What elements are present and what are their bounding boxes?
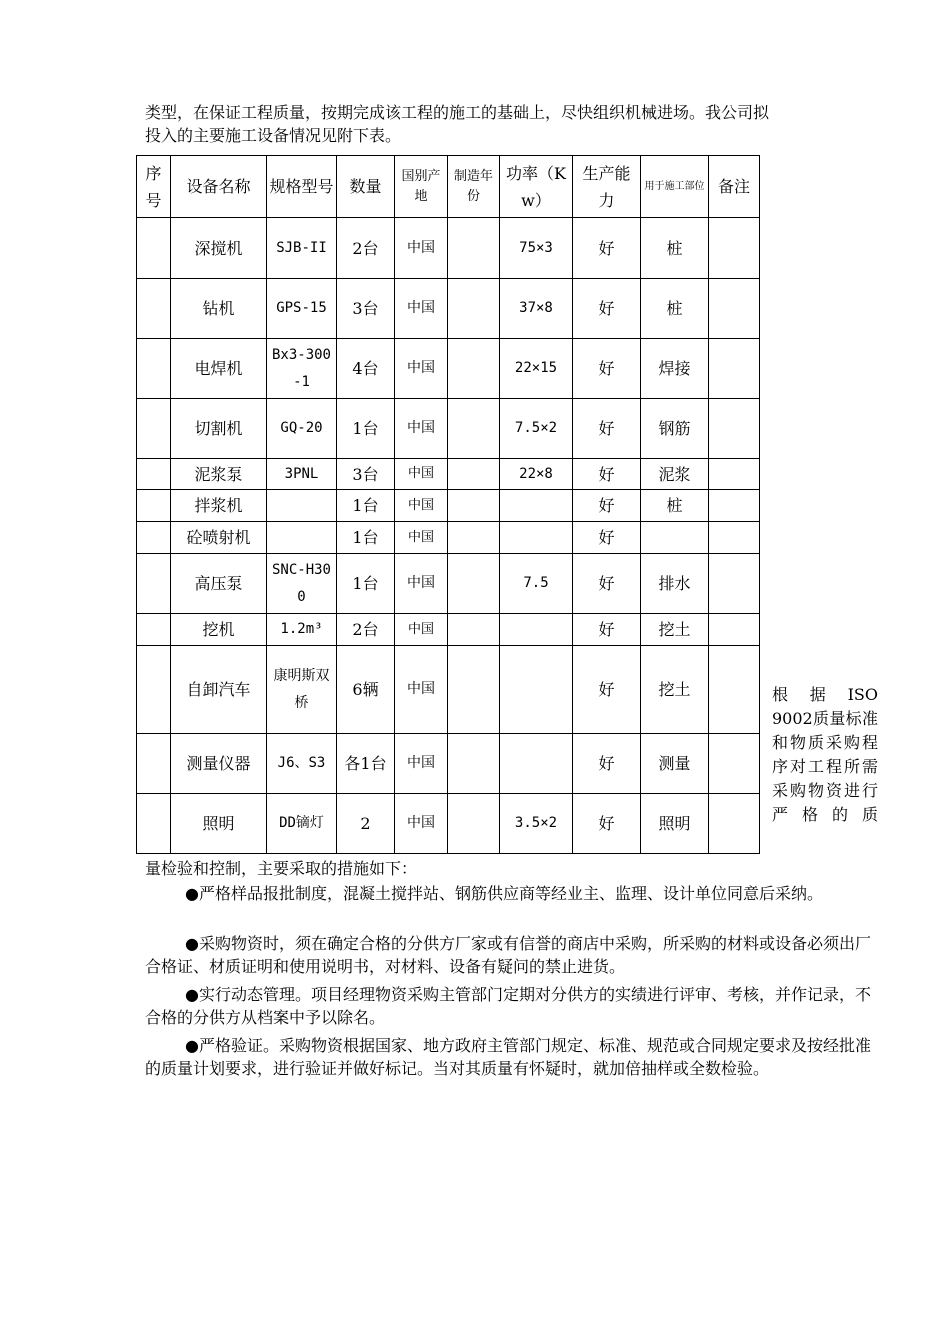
cell-qty: 1台 xyxy=(337,399,395,459)
cell-remark xyxy=(709,279,760,339)
cell-year xyxy=(448,459,500,490)
cell-qty: 1台 xyxy=(337,554,395,614)
cell-year xyxy=(448,794,500,854)
cell-name: 照明 xyxy=(171,794,267,854)
cell-usage: 钢筋 xyxy=(641,399,709,459)
cell-qty: 1台 xyxy=(337,490,395,522)
cell-seq xyxy=(137,490,171,522)
cell-qty: 2台 xyxy=(337,218,395,279)
table-row xyxy=(137,399,760,459)
cell-origin: 中国 xyxy=(395,339,448,399)
cell-seq xyxy=(137,522,171,554)
table-row xyxy=(137,339,760,399)
cell-seq xyxy=(137,459,171,490)
cell-capacity: 好 xyxy=(573,734,641,794)
header-cell: 备注 xyxy=(709,156,760,218)
continuation-text: 量检验和控制，主要采取的措施如下： xyxy=(145,859,418,878)
cell-model: 康明斯双桥 xyxy=(267,646,337,734)
cell-remark xyxy=(709,399,760,459)
header-cell: 数量 xyxy=(337,156,395,218)
cell-usage: 挖土 xyxy=(641,646,709,734)
table-row xyxy=(137,218,760,279)
bullet-dynamic-management: ●实行动态管理。项目经理物资采购主管部门定期对分供方的实绩进行评审、考核，并作记录，不合格的分供方从档案中予以除名。 xyxy=(145,985,871,1027)
cell-usage: 泥浆 xyxy=(641,459,709,490)
cell-power: 7.5×2 xyxy=(500,399,573,459)
cell-origin: 中国 xyxy=(395,218,448,279)
cell-usage: 测量 xyxy=(641,734,709,794)
cell-seq xyxy=(137,279,171,339)
cell-year xyxy=(448,399,500,459)
cell-capacity: 好 xyxy=(573,554,641,614)
table-row xyxy=(137,522,760,554)
bullet-verification: ●严格验证。采购物资根据国家、地方政府主管部门规定、标准、规范或合同规定要求及按经批准的质量计划要求，进行验证并做好标记。当对其质量有怀疑时，就加倍抽样或全数检验。 xyxy=(145,1036,871,1078)
cell-capacity: 好 xyxy=(573,614,641,646)
cell-qty: 1台 xyxy=(337,522,395,554)
header-cell: 设备名称 xyxy=(171,156,267,218)
cell-year xyxy=(448,490,500,522)
cell-origin: 中国 xyxy=(395,522,448,554)
cell-remark xyxy=(709,794,760,854)
cell-power: 75×3 xyxy=(500,218,573,279)
cell-usage: 焊接 xyxy=(641,339,709,399)
cell-usage: 排水 xyxy=(641,554,709,614)
cell-power xyxy=(500,734,573,794)
equipment-table xyxy=(136,155,760,854)
cell-power: 22×15 xyxy=(500,339,573,399)
cell-year xyxy=(448,554,500,614)
cell-power: 37×8 xyxy=(500,279,573,339)
cell-seq xyxy=(137,218,171,279)
cell-model xyxy=(267,490,337,522)
table-row xyxy=(137,490,760,522)
cell-year xyxy=(448,279,500,339)
cell-origin: 中国 xyxy=(395,279,448,339)
cell-power: 22×8 xyxy=(500,459,573,490)
cell-year xyxy=(448,614,500,646)
cell-year xyxy=(448,522,500,554)
cell-origin: 中国 xyxy=(395,399,448,459)
table-row xyxy=(137,279,760,339)
cell-model: SJB-II xyxy=(267,218,337,279)
cell-capacity: 好 xyxy=(573,490,641,522)
cell-name: 自卸汽车 xyxy=(171,646,267,734)
cell-origin: 中国 xyxy=(395,459,448,490)
cell-capacity: 好 xyxy=(573,399,641,459)
cell-origin: 中国 xyxy=(395,646,448,734)
table-row xyxy=(137,459,760,490)
cell-remark xyxy=(709,339,760,399)
cell-power xyxy=(500,646,573,734)
intro-paragraph xyxy=(145,101,880,147)
cell-model: SNC-H300 xyxy=(267,554,337,614)
cell-origin: 中国 xyxy=(395,794,448,854)
cell-capacity: 好 xyxy=(573,522,641,554)
cell-remark xyxy=(709,459,760,490)
cell-remark xyxy=(709,554,760,614)
header-cell: 制造年份 xyxy=(448,156,500,218)
cell-model: 1.2m³ xyxy=(267,614,337,646)
cell-name: 深搅机 xyxy=(171,218,267,279)
cell-capacity: 好 xyxy=(573,279,641,339)
intro-line-1: 类型，在保证工程质量，按期完成该工程的施工的基础上，尽快组织机械进场。我公司拟 xyxy=(145,103,770,122)
cell-model xyxy=(267,522,337,554)
cell-origin: 中国 xyxy=(395,490,448,522)
table-header-row xyxy=(137,156,760,218)
cell-model: GQ-20 xyxy=(267,399,337,459)
cell-usage: 挖土 xyxy=(641,614,709,646)
cell-qty: 2 xyxy=(337,794,395,854)
header-cell: 序号 xyxy=(137,156,171,218)
cell-power xyxy=(500,522,573,554)
cell-origin: 中国 xyxy=(395,554,448,614)
cell-usage: 桩 xyxy=(641,279,709,339)
header-cell: 生产能力 xyxy=(573,156,641,218)
cell-qty: 2台 xyxy=(337,614,395,646)
side-note: 根据ISO 9002质量标准和物质采购程序对工程所需采购物资进行严格的质 xyxy=(772,685,878,824)
cell-seq xyxy=(137,734,171,794)
cell-seq xyxy=(137,554,171,614)
table-row xyxy=(137,734,760,794)
cell-model: DD镝灯 xyxy=(267,794,337,854)
cell-seq xyxy=(137,339,171,399)
cell-capacity: 好 xyxy=(573,794,641,854)
cell-remark xyxy=(709,218,760,279)
cell-name: 切割机 xyxy=(171,399,267,459)
cell-year xyxy=(448,646,500,734)
table-row xyxy=(137,646,760,734)
cell-name: 泥浆泵 xyxy=(171,459,267,490)
cell-year xyxy=(448,339,500,399)
table-row xyxy=(137,554,760,614)
cell-usage: 照明 xyxy=(641,794,709,854)
cell-seq xyxy=(137,794,171,854)
header-cell: 规格型号 xyxy=(267,156,337,218)
cell-qty: 4台 xyxy=(337,339,395,399)
cell-model: 3PNL xyxy=(267,459,337,490)
cell-name: 拌浆机 xyxy=(171,490,267,522)
cell-name: 挖机 xyxy=(171,614,267,646)
header-cell: 功率（Kw） xyxy=(500,156,573,218)
cell-usage: 桩 xyxy=(641,218,709,279)
table-row xyxy=(137,794,760,854)
bullet-sample-approval: ●严格样品报批制度，混凝土搅拌站、钢筋供应商等经业主、监理、设计单位同意后采纳。 xyxy=(185,884,823,903)
cell-model: J6、S3 xyxy=(267,734,337,794)
cell-origin: 中国 xyxy=(395,614,448,646)
cell-capacity: 好 xyxy=(573,218,641,279)
cell-seq xyxy=(137,399,171,459)
cell-year xyxy=(448,734,500,794)
cell-power: 3.5×2 xyxy=(500,794,573,854)
cell-name: 砼喷射机 xyxy=(171,522,267,554)
header-cell: 国别产地 xyxy=(395,156,448,218)
cell-remark xyxy=(709,614,760,646)
cell-capacity: 好 xyxy=(573,339,641,399)
cell-qty: 3台 xyxy=(337,459,395,490)
cell-name: 电焊机 xyxy=(171,339,267,399)
cell-qty: 各1台 xyxy=(337,734,395,794)
cell-model: Bx3-300-1 xyxy=(267,339,337,399)
cell-name: 钻机 xyxy=(171,279,267,339)
cell-remark xyxy=(709,734,760,794)
cell-remark xyxy=(709,646,760,734)
cell-power xyxy=(500,614,573,646)
cell-name: 高压泵 xyxy=(171,554,267,614)
cell-seq xyxy=(137,646,171,734)
cell-power: 7.5 xyxy=(500,554,573,614)
cell-usage: 桩 xyxy=(641,490,709,522)
cell-year xyxy=(448,218,500,279)
intro-line-2: 投入的主要施工设备情况见附下表。 xyxy=(145,126,402,145)
cell-qty: 6辆 xyxy=(337,646,395,734)
cell-remark xyxy=(709,490,760,522)
bullet-purchase: ●采购物资时，须在确定合格的分供方厂家或有信誉的商店中采购，所采购的材料或设备必须出厂合格证、材质证明和使用说明书，对材料、设备有疑问的禁止进货。 xyxy=(145,934,871,976)
header-cell: 用于施工部位 xyxy=(641,156,709,218)
table-row xyxy=(137,614,760,646)
cell-usage xyxy=(641,522,709,554)
cell-remark xyxy=(709,522,760,554)
cell-capacity: 好 xyxy=(573,646,641,734)
cell-qty: 3台 xyxy=(337,279,395,339)
cell-origin: 中国 xyxy=(395,734,448,794)
cell-seq xyxy=(137,614,171,646)
cell-power xyxy=(500,490,573,522)
cell-model: GPS-15 xyxy=(267,279,337,339)
cell-name: 测量仪器 xyxy=(171,734,267,794)
cell-capacity: 好 xyxy=(573,459,641,490)
